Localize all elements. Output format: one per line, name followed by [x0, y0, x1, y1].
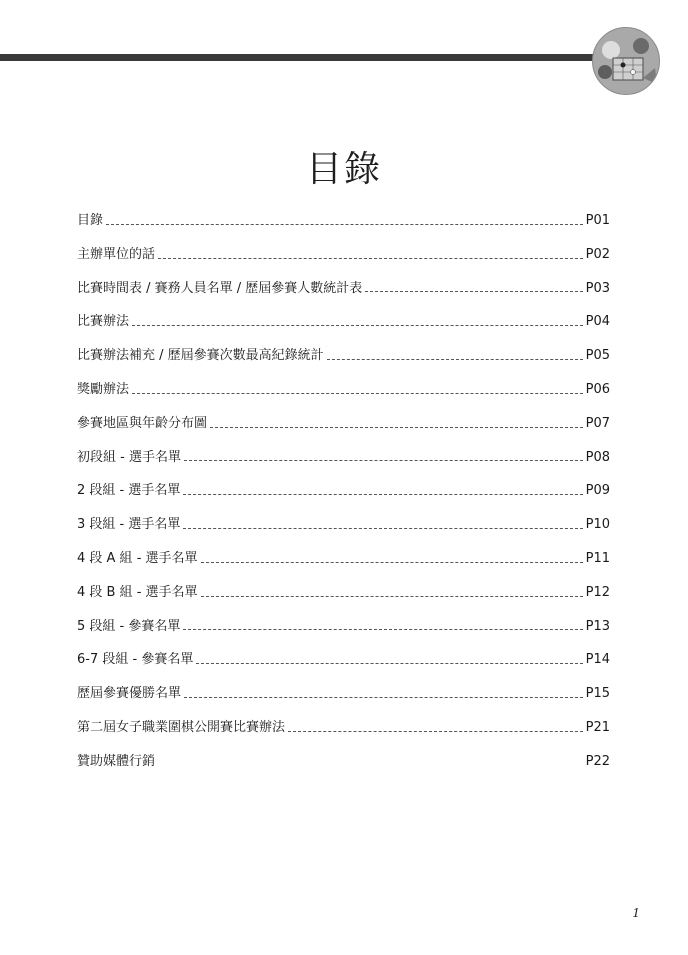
toc-entry[interactable]	[77, 546, 610, 580]
toc-entry-page: P13	[585, 618, 610, 634]
toc-entry-page: P22	[585, 753, 610, 769]
toc-entry[interactable]	[77, 276, 610, 310]
toc-entry[interactable]	[77, 715, 610, 749]
toc-entry-page: P12	[585, 584, 610, 600]
toc-dot-leader	[201, 561, 583, 563]
toc-entry-title: 比賽時間表 / 賽務人員名單 / 歷屆參賽人數統計表	[77, 280, 363, 296]
toc-entry-title: 贊助媒體行銷	[77, 753, 156, 769]
toc-entry[interactable]	[77, 242, 610, 276]
toc-entry-title: 初段組 - 選手名單	[77, 449, 181, 465]
toc-entry-page: P08	[585, 449, 610, 465]
toc-entry-title: 歷屆參賽優勝名單	[77, 686, 182, 702]
toc-entry-page: P14	[585, 652, 610, 668]
toc-entry-title: 獎勵辦法	[77, 381, 130, 397]
toc-entry-page: P09	[585, 483, 610, 499]
header-bar	[0, 54, 620, 61]
toc-entry-title: 3 段組 - 選手名單	[77, 517, 181, 533]
toc-entry-page: P02	[585, 246, 610, 262]
toc-entry-title: 2 段組 - 選手名單	[77, 483, 181, 499]
toc-entry[interactable]	[77, 614, 610, 648]
toc-entry-page: P03	[585, 280, 610, 296]
toc-entry[interactable]	[77, 647, 610, 681]
toc-entry-title: 參賽地區與年齡分布圖	[77, 415, 208, 431]
toc-entry-page: P15	[585, 686, 610, 702]
toc-entry-title: 比賽辦法補充 / 歷屆參賽次數最高紀錄統計	[77, 348, 324, 364]
toc-entry-title: 比賽辦法	[77, 314, 130, 330]
toc-dot-leader	[288, 730, 583, 732]
toc-dot-leader	[201, 595, 583, 597]
toc-entry[interactable]	[77, 208, 610, 242]
toc-dot-leader	[184, 459, 583, 461]
toc-entry[interactable]	[77, 411, 610, 445]
toc-entry-page: P10	[585, 517, 610, 533]
toc-entry-title: 4 段 A 組 - 選手名單	[77, 550, 198, 566]
toc-dot-leader	[132, 324, 583, 326]
toc-entry-title: 主辦單位的話	[77, 246, 156, 262]
toc-entry[interactable]	[77, 681, 610, 715]
toc-dot-leader	[365, 290, 582, 292]
toc-entry[interactable]	[77, 512, 610, 546]
toc-dot-leader	[196, 662, 582, 664]
toc-entry-title: 5 段組 - 參賽名單	[77, 618, 181, 634]
toc-entry-title: 6-7 段組 - 參賽名單	[77, 652, 194, 668]
toc-entry[interactable]	[77, 377, 610, 411]
toc-entry-page: P05	[585, 348, 610, 364]
toc-entry-title: 目錄	[77, 213, 104, 228]
toc-entry[interactable]	[77, 749, 610, 783]
toc-dot-leader	[210, 426, 583, 428]
toc-dot-leader	[183, 493, 582, 495]
toc-entry-page: P04	[585, 314, 610, 330]
table-of-contents	[77, 208, 610, 783]
toc-entry-page: P11	[585, 550, 610, 566]
toc-entry-page: P07	[585, 415, 610, 431]
page-number: 1	[632, 906, 640, 920]
toc-dot-leader	[132, 392, 583, 394]
toc-entry-page: P01	[585, 213, 610, 228]
toc-entry-page: P21	[585, 719, 610, 735]
toc-entry-title: 4 段 B 組 - 選手名單	[77, 584, 198, 600]
page-title: 目錄	[305, 149, 382, 190]
toc-dot-leader	[183, 527, 582, 529]
toc-entry[interactable]	[77, 343, 610, 377]
toc-dot-leader	[158, 257, 583, 259]
toc-entry-page: P06	[585, 381, 610, 397]
toc-entry[interactable]	[77, 580, 610, 614]
toc-dot-leader	[158, 764, 583, 765]
toc-entry[interactable]	[77, 309, 610, 343]
toc-entry[interactable]	[77, 445, 610, 479]
go-board-photo-icon	[592, 27, 660, 95]
toc-entry[interactable]	[77, 478, 610, 512]
toc-dot-leader	[184, 696, 583, 698]
toc-entry-title: 第二屆女子職業圍棋公開賽比賽辦法	[77, 719, 286, 735]
toc-dot-leader	[106, 223, 583, 225]
toc-dot-leader	[327, 358, 583, 360]
toc-dot-leader	[183, 628, 582, 630]
